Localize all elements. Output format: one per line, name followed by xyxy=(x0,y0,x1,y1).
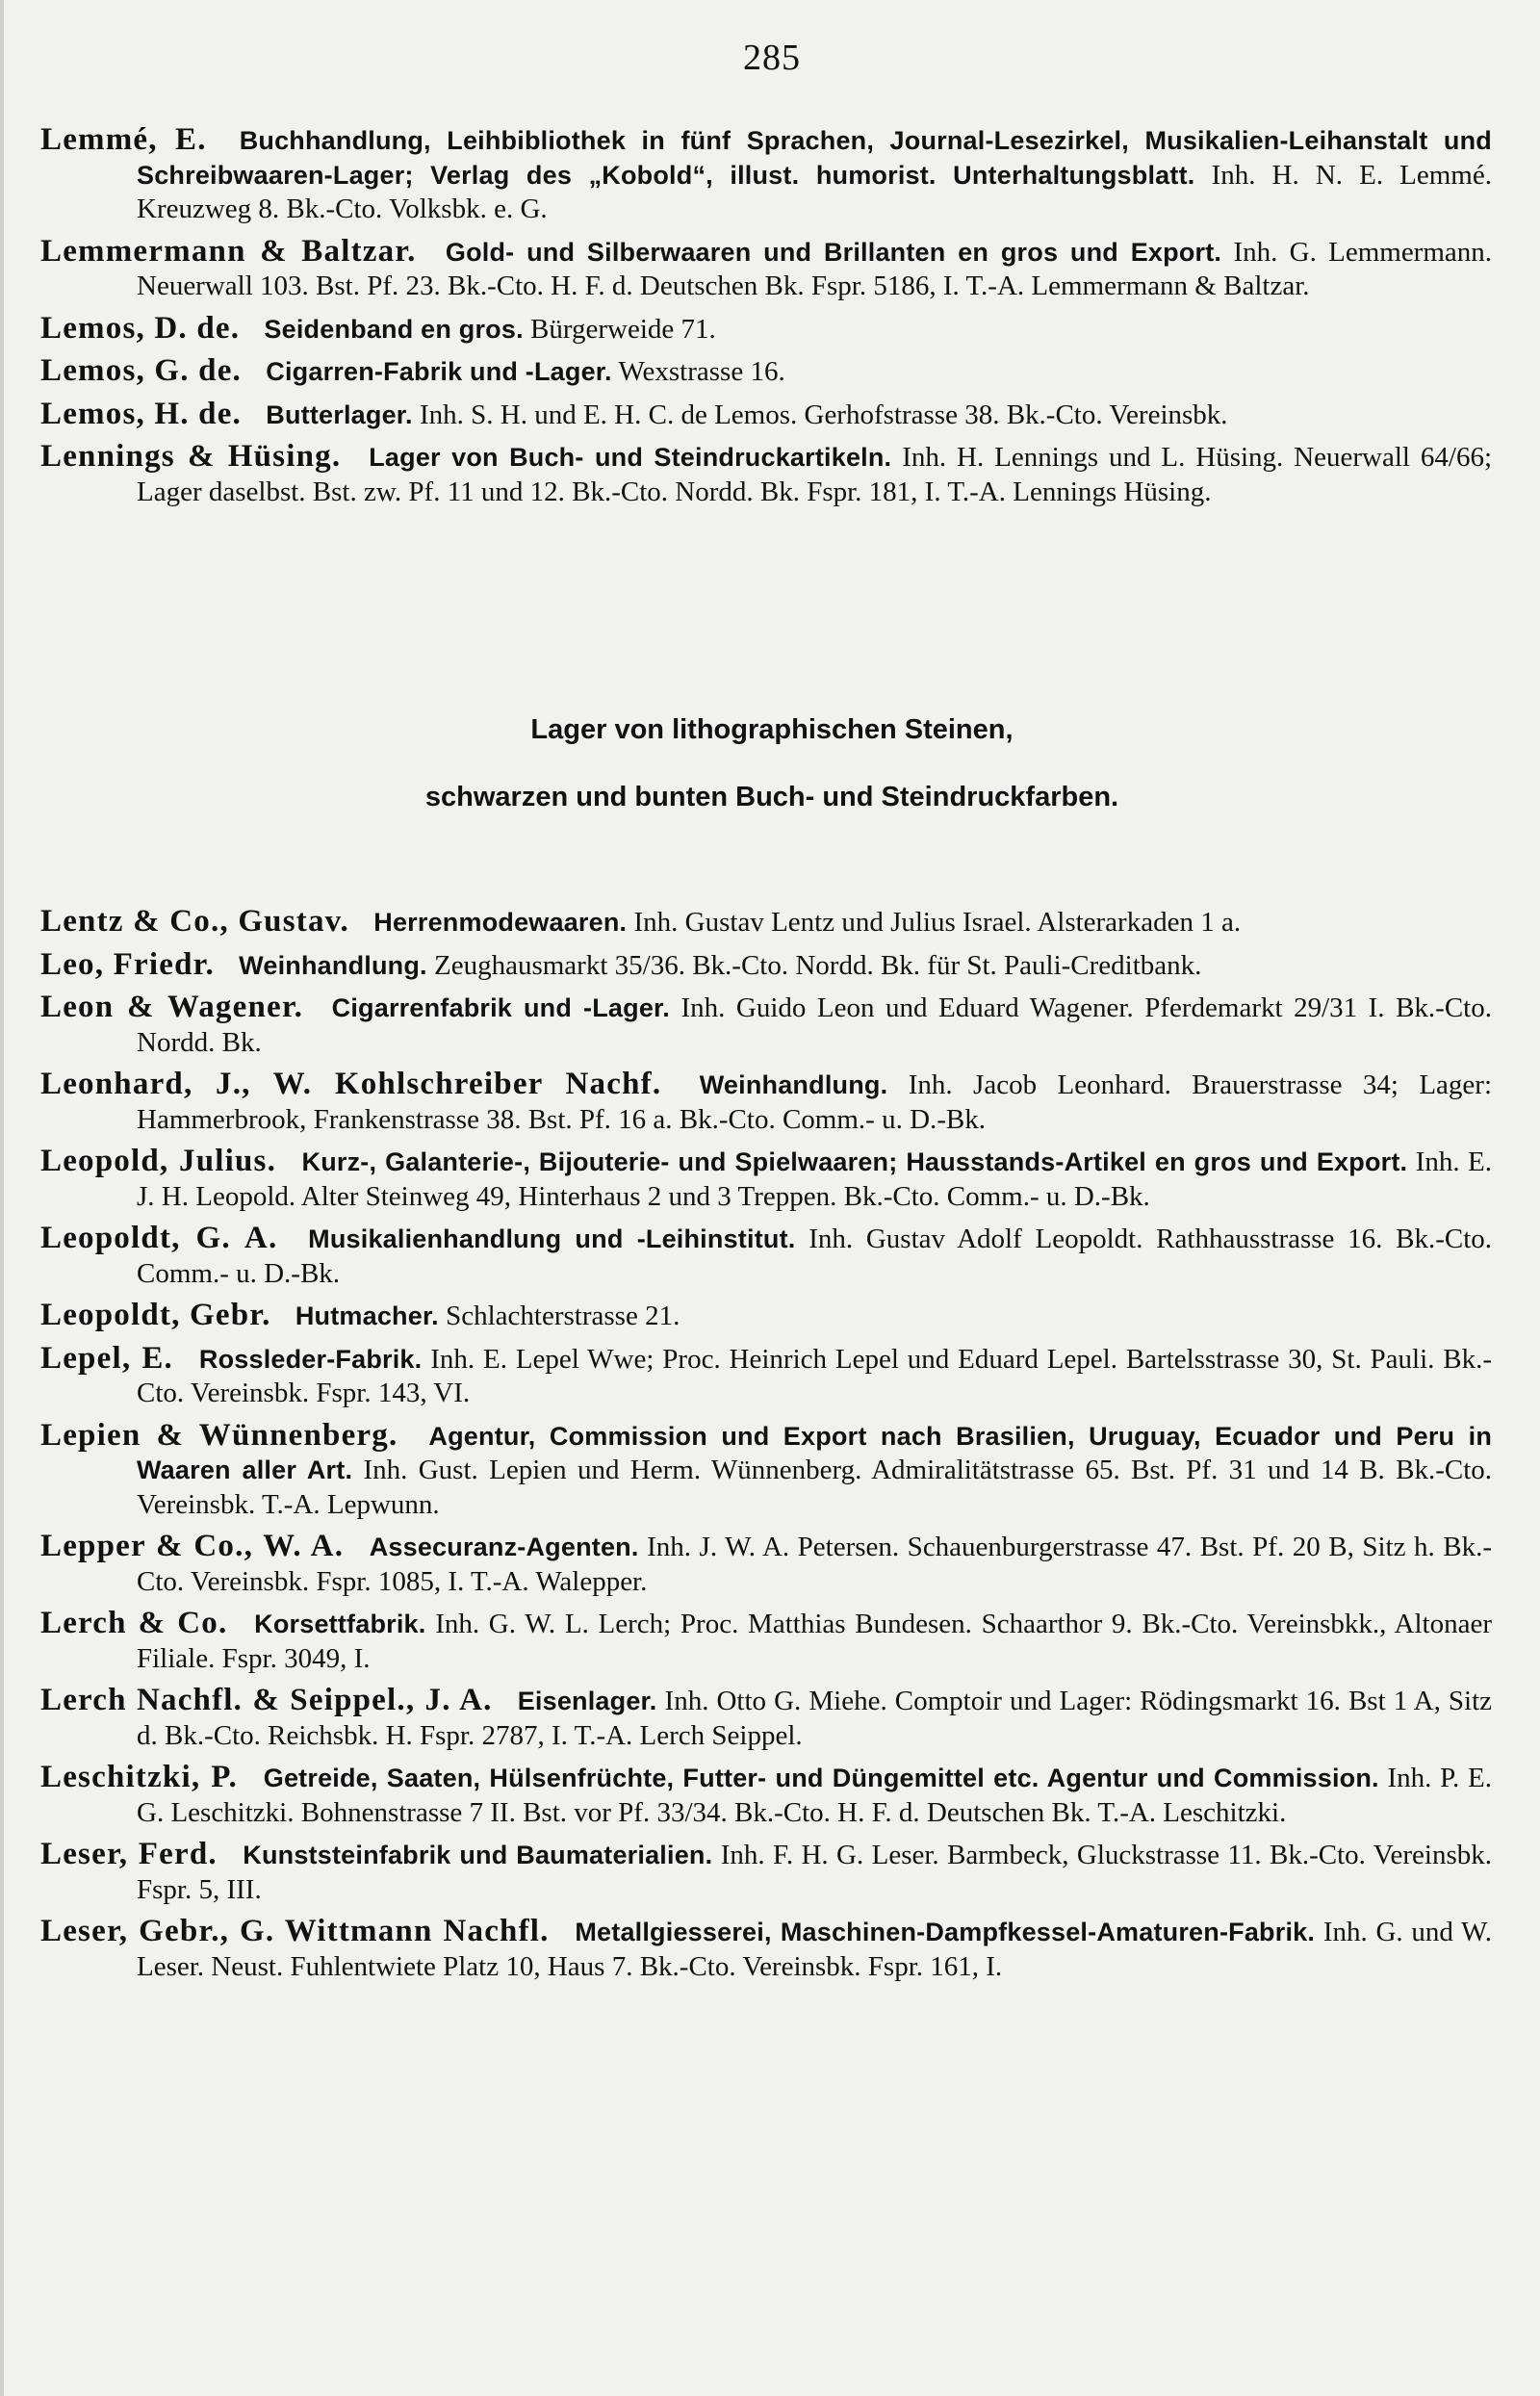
directory-entry xyxy=(40,312,1492,348)
entry-trade: Rossleder-Fabrik. xyxy=(198,1344,423,1374)
directory-entry xyxy=(40,1684,1492,1753)
entry-name: Lennings & Hüsing. xyxy=(40,439,342,474)
entry-name: Leon & Wagener. xyxy=(40,990,304,1024)
entry-trade: Cigarren-Fabrik und -Lager. xyxy=(266,357,612,386)
entry-trade: Seidenband en gros. xyxy=(264,314,524,344)
entry-details: Wexstrasse 16. xyxy=(618,356,785,387)
entry-name: Lentz & Co., Gustav. xyxy=(40,904,349,939)
entry-trade: Hutmacher. xyxy=(295,1301,439,1330)
entry-trade: Herrenmodewaaren. xyxy=(373,908,628,937)
entry-details: Inh. E. Lepel Wwe; Proc. Heinrich Lepel und Eduard Lepel. Bartelsstrasse 30, St. Pauli. Bk.-Cto. Vereinsbk. Fspr. 143, VI. xyxy=(137,1343,1493,1408)
entry-name: Lepper & Co., W. A. xyxy=(40,1529,345,1563)
entries-top xyxy=(40,123,1492,517)
directory-entry xyxy=(40,1915,1492,1984)
entry-trade: Assecuranz-Agenten. xyxy=(369,1533,639,1561)
entry-trade: Kurz-, Galanterie-, Bijouterie- und Spielwaaren; Hausstands-Artikel en gros und Export. xyxy=(301,1147,1408,1176)
entry-details: Inh. Gustav Adolf Leopoldt. Rathhausstrasse 16. Bk.-Cto. Comm.- u. D.-Bk. xyxy=(137,1224,1493,1289)
directory-entry xyxy=(40,123,1492,227)
entry-details: Inh. Gust. Lepien und Herm. Wünnenberg. Admiralitätstrasse 65. Bst. Pf. 31 und 14 B. Bk.-Cto. Vereinsbk. T.-A. Lepwunn. xyxy=(137,1455,1493,1520)
directory-entry xyxy=(40,1068,1492,1137)
directory-entry xyxy=(40,991,1492,1060)
entry-name: Leser, Ferd. xyxy=(40,1837,218,1871)
entry-trade: Butterlager. xyxy=(266,399,413,429)
advertisement-line-2: schwarzen und bunten Buch- und Steindruckfarben. xyxy=(424,782,1119,812)
entry-name: Lemos, G. de. xyxy=(40,353,243,388)
entry-details: Inh. Jacob Leonhard. Brauerstrasse 34; Lager: Hammerbrook, Frankenstrasse 38. Bst. Pf. 16 a. Bk.-Cto. Comm.- u. D.-Bk. xyxy=(137,1069,1493,1135)
entry-name: Leschitzki, P. xyxy=(40,1760,238,1794)
entry-name: Leser, Gebr., G. Wittmann Nachfl. xyxy=(40,1914,550,1948)
entry-trade: Kunststeinfabrik und Baumaterialien. xyxy=(243,1841,713,1869)
entry-name: Leo, Friedr. xyxy=(40,946,215,982)
entry-trade: Agentur, Commission und Export nach Brasilien, Uruguay, Ecuador und Peru in Waaren aller Art. xyxy=(137,1421,1493,1484)
directory-entry xyxy=(40,1145,1492,1214)
directory-entry xyxy=(40,948,1492,984)
entry-details: Inh. Guido Leon und Eduard Wagener. Pferdemarkt 29/31 I. Bk.-Cto. Nordd. Bk. xyxy=(137,992,1492,1058)
entry-details: Inh. H. Lennings und L. Hüsing. Neuerwall 64/66; Lager daselbst. Bst. zw. Pf. 11 und 12. Bk.-Cto. Nordd. Bk. Fspr. 181, I. T.-A. Lennings Hüsing. xyxy=(137,442,1493,507)
entry-details: Inh. P. E. G. Leschitzki. Bohnenstrasse 7 II. Bst. vor Pf. 33/34. Bk.-Cto. H. F. d. Deutschen Bk. T.-A. Leschitzki. xyxy=(137,1763,1493,1828)
entry-details: Inh. J. W. A. Petersen. Schauenburgerstrasse 47. Bst. Pf. 20 B, Sitz h. Bk.-Cto. Vereinsbk. Fspr. 1085, I. T.-A. Walepper. xyxy=(137,1532,1493,1597)
entry-name: Leonhard, J., W. Kohlschreiber Nachf. xyxy=(40,1067,662,1101)
entry-name: Lemmermann & Baltzar. xyxy=(40,233,417,269)
entry-name: Lerch Nachfl. & Seippel., J. A. xyxy=(40,1683,493,1717)
entry-details: Inh. G. W. L. Lerch; Proc. Matthias Bundesen. Schaarthor 9. Bk.-Cto. Vereinsbkk., Altonaer Filiale. Fspr. 3049, I. xyxy=(137,1609,1492,1674)
entry-trade: Eisenlager. xyxy=(517,1687,657,1715)
entry-details: Inh. Otto G. Miehe. Comptoir und Lager: Rödingsmarkt 16. Bst 1 A, Sitz d. Bk.-Cto. Reichsbk. H. Fspr. 2787, I. T.-A. Lerch Seippel. xyxy=(137,1686,1493,1751)
directory-entry xyxy=(40,1342,1492,1411)
advertisement-block xyxy=(4,710,1540,845)
entry-name: Lepel, E. xyxy=(40,1340,173,1376)
entry-trade: Weinhandlung. xyxy=(239,950,427,980)
entry-trade: Gold- und Silberwaaren und Brillanten en gros und Export. xyxy=(445,237,1222,267)
page-number: 285 xyxy=(743,38,801,78)
entry-trade: Lager von Buch- und Steindruckartikeln. xyxy=(369,443,892,472)
entry-name: Leopoldt, G. A. xyxy=(40,1221,278,1255)
entry-name: Lemos, D. de. xyxy=(40,310,241,346)
entry-trade: Cigarrenfabrik und -Lager. xyxy=(331,993,670,1022)
entry-name: Lepien & Wünnenberg. xyxy=(40,1417,398,1453)
entry-trade: Buchhandlung, Leihbibliothek in fünf Sprachen, Journal-Lesezirkel, Musikalien-Leihanstalt und Schreibwaaren-Lager; Verlag des „Kobold“, illust. humorist. Unterhaltungsblatt. xyxy=(137,126,1492,190)
directory-entry xyxy=(40,1838,1492,1907)
entry-trade: Weinhandlung. xyxy=(699,1070,888,1099)
entry-details: Schlachterstrasse 21. xyxy=(446,1301,680,1331)
entry-details: Inh. G. Lemmermann. Neuerwall 103. Bst. Pf. 23. Bk.-Cto. H. F. d. Deutschen Bk. Fspr. 5186, I. T.-A. Lemmermann & Baltzar. xyxy=(137,236,1493,301)
directory-entry xyxy=(40,1222,1492,1291)
entries-bottom xyxy=(40,905,1492,1992)
directory-entry xyxy=(40,1299,1492,1334)
entry-name: Leopoldt, Gebr. xyxy=(40,1298,271,1332)
entry-details: Bürgerweide 71. xyxy=(530,313,716,345)
entry-details: Inh. F. H. G. Leser. Barmbeck, Gluckstrasse 11. Bk.-Cto. Vereinsbk. Fspr. 5, III. xyxy=(137,1840,1492,1905)
entry-details: Inh. G. und W. Leser. Neust. Fuhlentwiete Platz 10, Haus 7. Bk.-Cto. Vereinsbk. Fspr. 161, I. xyxy=(137,1917,1493,1982)
directory-entry xyxy=(40,398,1492,433)
advertisement-line-1: Lager von lithographischen Steinen, xyxy=(530,714,1014,745)
entry-trade: Korsettfabrik. xyxy=(254,1610,426,1638)
entry-trade: Metallgiesserei, Maschinen-Dampfkessel-Amaturen-Fabrik. xyxy=(575,1918,1316,1946)
entry-details: Inh. E. J. H. Leopold. Alter Steinweg 49, Hinterhaus 2 und 3 Treppen. Bk.-Cto. Comm.- u. D.-Bk. xyxy=(137,1146,1493,1212)
entry-name: Lerch & Co. xyxy=(40,1606,228,1640)
entry-trade: Getreide, Saaten, Hülsenfrüchte, Futter- und Düngemittel etc. Agentur und Commission. xyxy=(263,1764,1379,1792)
entry-details: Inh. Gustav Lentz und Julius Israel. Alsterarkaden 1 a. xyxy=(633,907,1242,938)
directory-entry xyxy=(40,1761,1492,1830)
directory-entry xyxy=(40,1607,1492,1676)
entry-details: Zeughausmarkt 35/36. Bk.-Cto. Nordd. Bk. für St. Pauli-Creditbank. xyxy=(434,949,1202,981)
directory-entry xyxy=(40,1419,1492,1523)
directory-entry xyxy=(40,1530,1492,1599)
directory-entry xyxy=(40,440,1492,509)
entry-details: Inh. S. H. und E. H. C. de Lemos. Gerhofstrasse 38. Bk.-Cto. Vereinsbk. xyxy=(419,399,1228,430)
directory-entry xyxy=(40,354,1492,390)
entry-name: Lemos, H. de. xyxy=(40,396,243,431)
entry-trade: Musikalienhandlung und -Leihinstitut. xyxy=(308,1224,796,1253)
entry-name: Lemmé, E. xyxy=(40,122,207,157)
directory-entry xyxy=(40,905,1492,940)
entry-name: Leopold, Julius. xyxy=(40,1144,277,1178)
entry-details: Inh. H. N. E. Lemmé. Kreuzweg 8. Bk.-Cto. Volksbk. e. G. xyxy=(137,159,1492,224)
directory-entry xyxy=(40,235,1492,304)
